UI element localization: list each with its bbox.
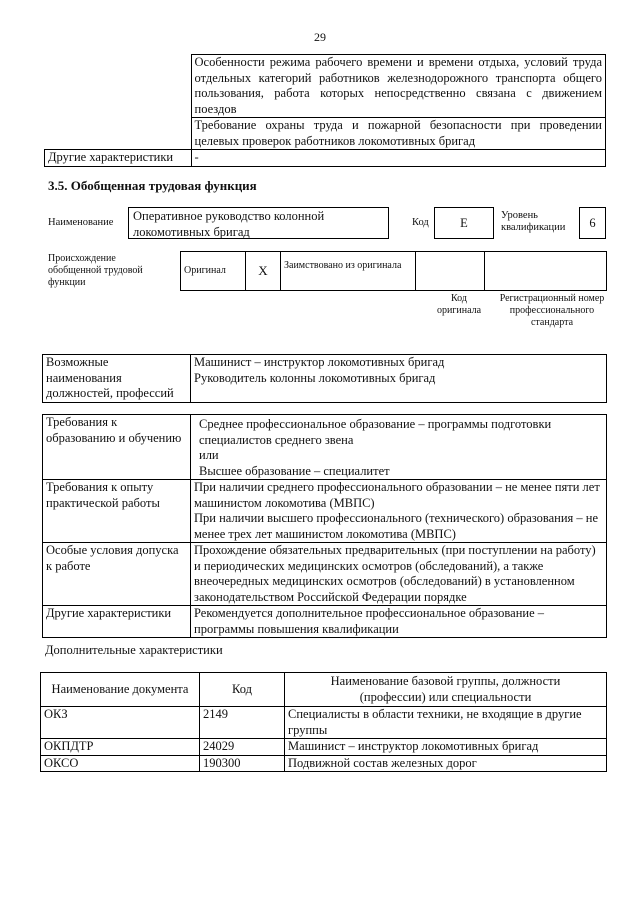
table-cell: Машинист – инструктор локомотивных бригад bbox=[285, 739, 607, 756]
table-cell: ОКЗ bbox=[41, 707, 200, 739]
name-label: Наименование bbox=[48, 217, 114, 228]
table-cell: Требование охраны труда и пожарной безопасности при проведении целевых проверок работников локомотивных бригад bbox=[191, 118, 606, 150]
header-cell: Наименование документа bbox=[41, 673, 200, 707]
education-values bbox=[191, 415, 607, 480]
top-table bbox=[44, 54, 606, 167]
education-line: Среднее профессиональное образование – программы подготовки специалистов среднего звена bbox=[199, 417, 552, 447]
admission-label: Особые условия допуска к работе bbox=[43, 543, 191, 606]
additional-title: Дополнительные характеристики bbox=[45, 643, 223, 657]
origin-table bbox=[180, 251, 607, 291]
table-header-row bbox=[41, 673, 607, 707]
table-cell: Специалисты в области техники, не входящие в другие группы bbox=[285, 707, 607, 739]
table-row bbox=[43, 355, 607, 403]
reg-number-caption: Регистрационный номер профессионального стандарта bbox=[499, 293, 605, 328]
table-row bbox=[41, 739, 607, 756]
borrowed-label: Заимствовано из оригинала bbox=[281, 252, 416, 291]
code-label: Код bbox=[412, 217, 429, 228]
header-cell: Наименование базовой группы, должности (профессии) или специальности bbox=[285, 673, 607, 707]
code-original-caption: Код оригинала bbox=[436, 293, 482, 316]
positions-values bbox=[191, 355, 607, 403]
education-line: или bbox=[199, 448, 219, 462]
positions-table bbox=[42, 354, 607, 403]
position-item: Машинист – инструктор локомотивных бригад bbox=[194, 355, 445, 369]
table-row bbox=[43, 415, 607, 480]
table-cell: 190300 bbox=[200, 755, 285, 772]
code-box bbox=[434, 207, 494, 239]
level-box bbox=[579, 207, 606, 239]
original-label: Оригинал bbox=[181, 252, 246, 291]
experience-values bbox=[191, 480, 607, 543]
table-row bbox=[45, 55, 606, 118]
education-line: Высшее образование – специалитет bbox=[199, 463, 390, 478]
level-label: Уровень квалификации bbox=[501, 210, 566, 233]
page-number: 29 bbox=[314, 30, 326, 44]
table-row bbox=[43, 543, 607, 606]
table-row bbox=[43, 480, 607, 543]
table-row bbox=[181, 252, 607, 291]
code-value: E bbox=[460, 216, 468, 230]
experience-label: Требования к опыту практической работы bbox=[43, 480, 191, 543]
table-row bbox=[41, 755, 607, 772]
experience-line: При наличии высшего профессионального (технического) образования – не менее трех лет машинистом локомотива (МВПС) bbox=[194, 511, 599, 541]
header-cell: Код bbox=[200, 673, 285, 707]
experience-line: При наличии среднего профессионального образовании – не менее пяти лет машинистом локомотива (МВПС) bbox=[194, 480, 600, 510]
level-value: 6 bbox=[589, 216, 596, 230]
table-row bbox=[45, 118, 606, 150]
section-title: 3.5. Обобщенная трудовая функция bbox=[48, 178, 257, 193]
other-label: Другие характеристики bbox=[43, 606, 191, 638]
function-name-value: Оперативное руководство колонной локомотивных бригад bbox=[133, 209, 325, 239]
table-row bbox=[45, 150, 606, 167]
table-cell: Подвижной состав железных дорог bbox=[285, 755, 607, 772]
table-row bbox=[41, 707, 607, 739]
table-cell: ОКПДТР bbox=[41, 739, 200, 756]
requirements-table bbox=[42, 414, 607, 638]
code-original-cell bbox=[416, 252, 485, 291]
education-label: Требования к образованию и обучению bbox=[43, 415, 191, 480]
table-cell: 24029 bbox=[200, 739, 285, 756]
original-mark: X bbox=[246, 252, 281, 291]
other-value: Рекомендуется дополнительное профессиональное образование – программы повышения квалификации bbox=[191, 606, 607, 638]
other-characteristics-value: - bbox=[191, 150, 606, 167]
reg-number-cell bbox=[485, 252, 607, 291]
table-cell: ОКСО bbox=[41, 755, 200, 772]
origin-label: Происхождение обобщенной трудовой функции bbox=[48, 253, 143, 288]
positions-label: Возможные наименования должностей, профессий bbox=[43, 355, 191, 403]
admission-value: Прохождение обязательных предварительных (при поступлении на работу) и периодических медицинских осмотров (обследований), а также внеочередных медицинских осмотров (обследований) в установленном законодательством Российской Федерации порядке bbox=[191, 543, 607, 606]
table-row bbox=[43, 606, 607, 638]
additional-table bbox=[40, 672, 607, 772]
function-name-box bbox=[128, 207, 389, 239]
other-characteristics-label: Другие характеристики bbox=[45, 150, 192, 167]
position-item: Руководитель колонны локомотивных бригад bbox=[194, 370, 436, 385]
table-cell: 2149 bbox=[200, 707, 285, 739]
table-cell: Особенности режима рабочего времени и времени отдыха, условий труда отдельных категорий работников железнодорожного транспорта общего пользования, работа которых непосредственно связана с движением поездов bbox=[191, 55, 606, 118]
